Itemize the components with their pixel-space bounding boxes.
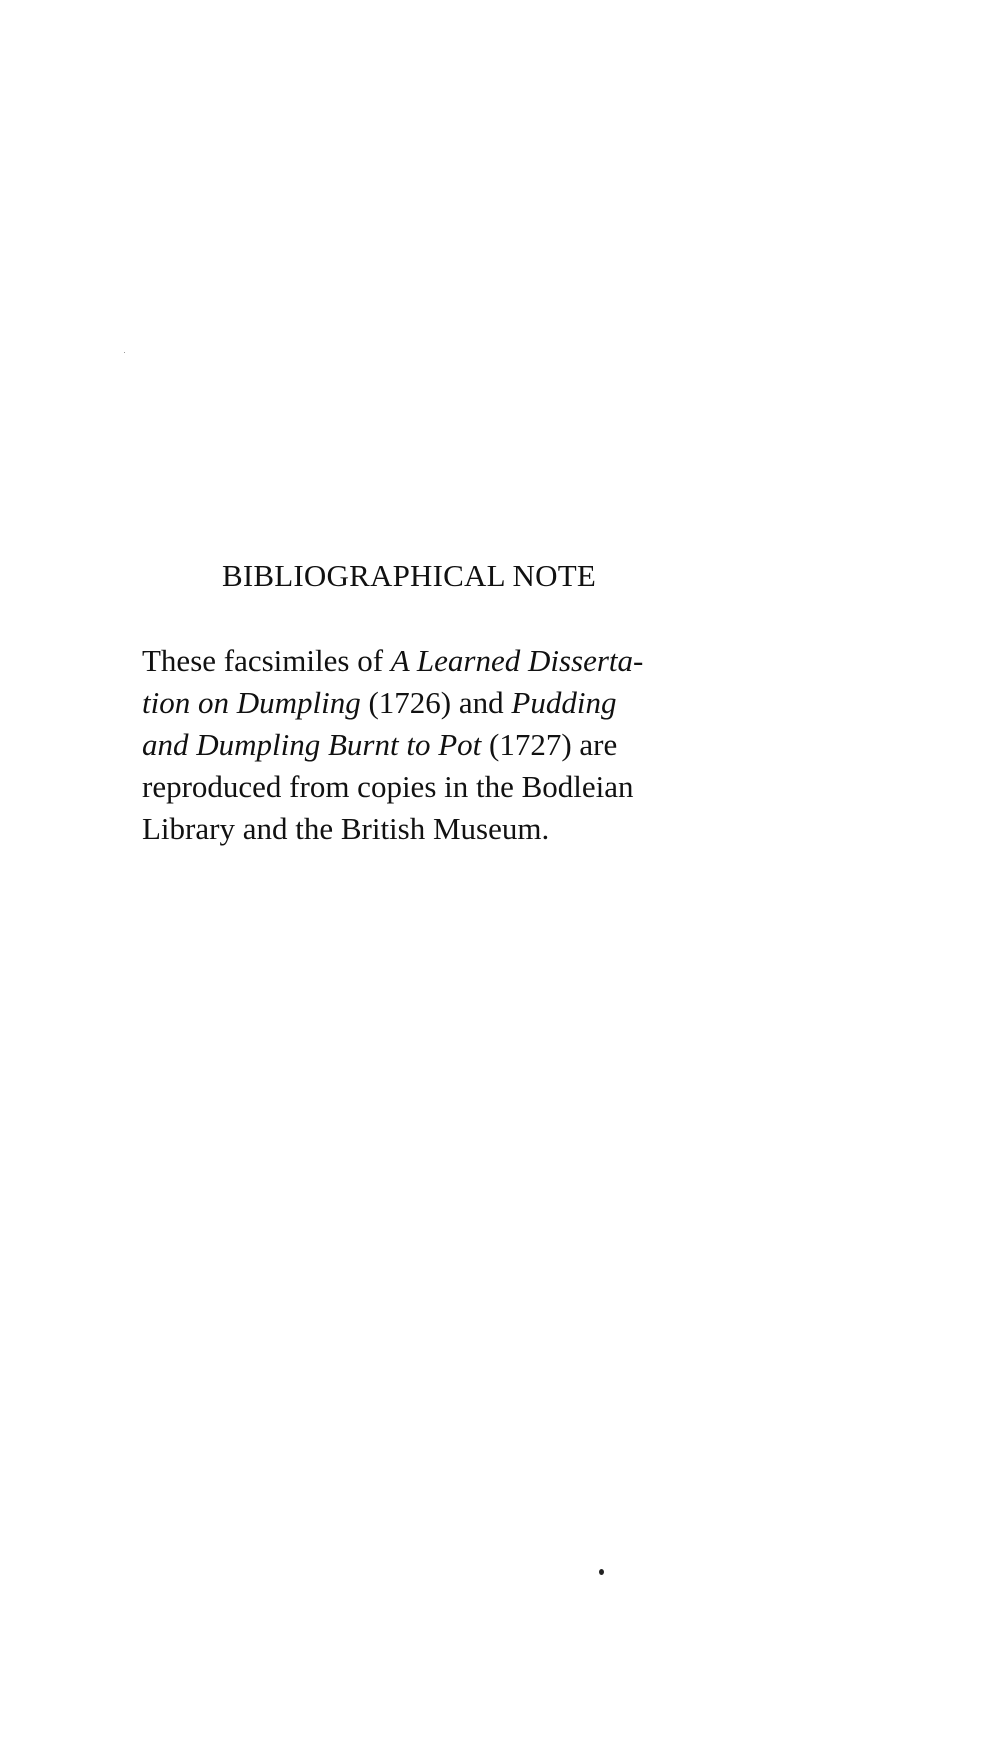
note-text: (1727) are — [481, 727, 618, 762]
note-title-italic: tion on Dumpling — [142, 685, 361, 720]
note-line-5: Library and the British Museum. — [142, 811, 550, 846]
note-line-3 — [142, 724, 842, 766]
note-title-italic: and Dumpling Burnt to Pot — [142, 727, 482, 762]
note-title-italic: Pudding — [511, 685, 617, 720]
ink-dot — [599, 1569, 604, 1575]
note-text: These facsimiles of — [142, 643, 391, 678]
note-title-italic: A Learned Disserta- — [390, 643, 644, 678]
note-line-4: reproduced from copies in the Bodleian — [142, 769, 634, 804]
note-line-2 — [142, 682, 842, 724]
note-text: (1726) and — [360, 685, 512, 720]
bibliographical-note-paragraph — [142, 640, 842, 850]
page-heading: BIBLIOGRAPHICAL NOTE — [222, 558, 596, 593]
note-line-1 — [142, 640, 842, 682]
page-speck — [124, 352, 125, 353]
